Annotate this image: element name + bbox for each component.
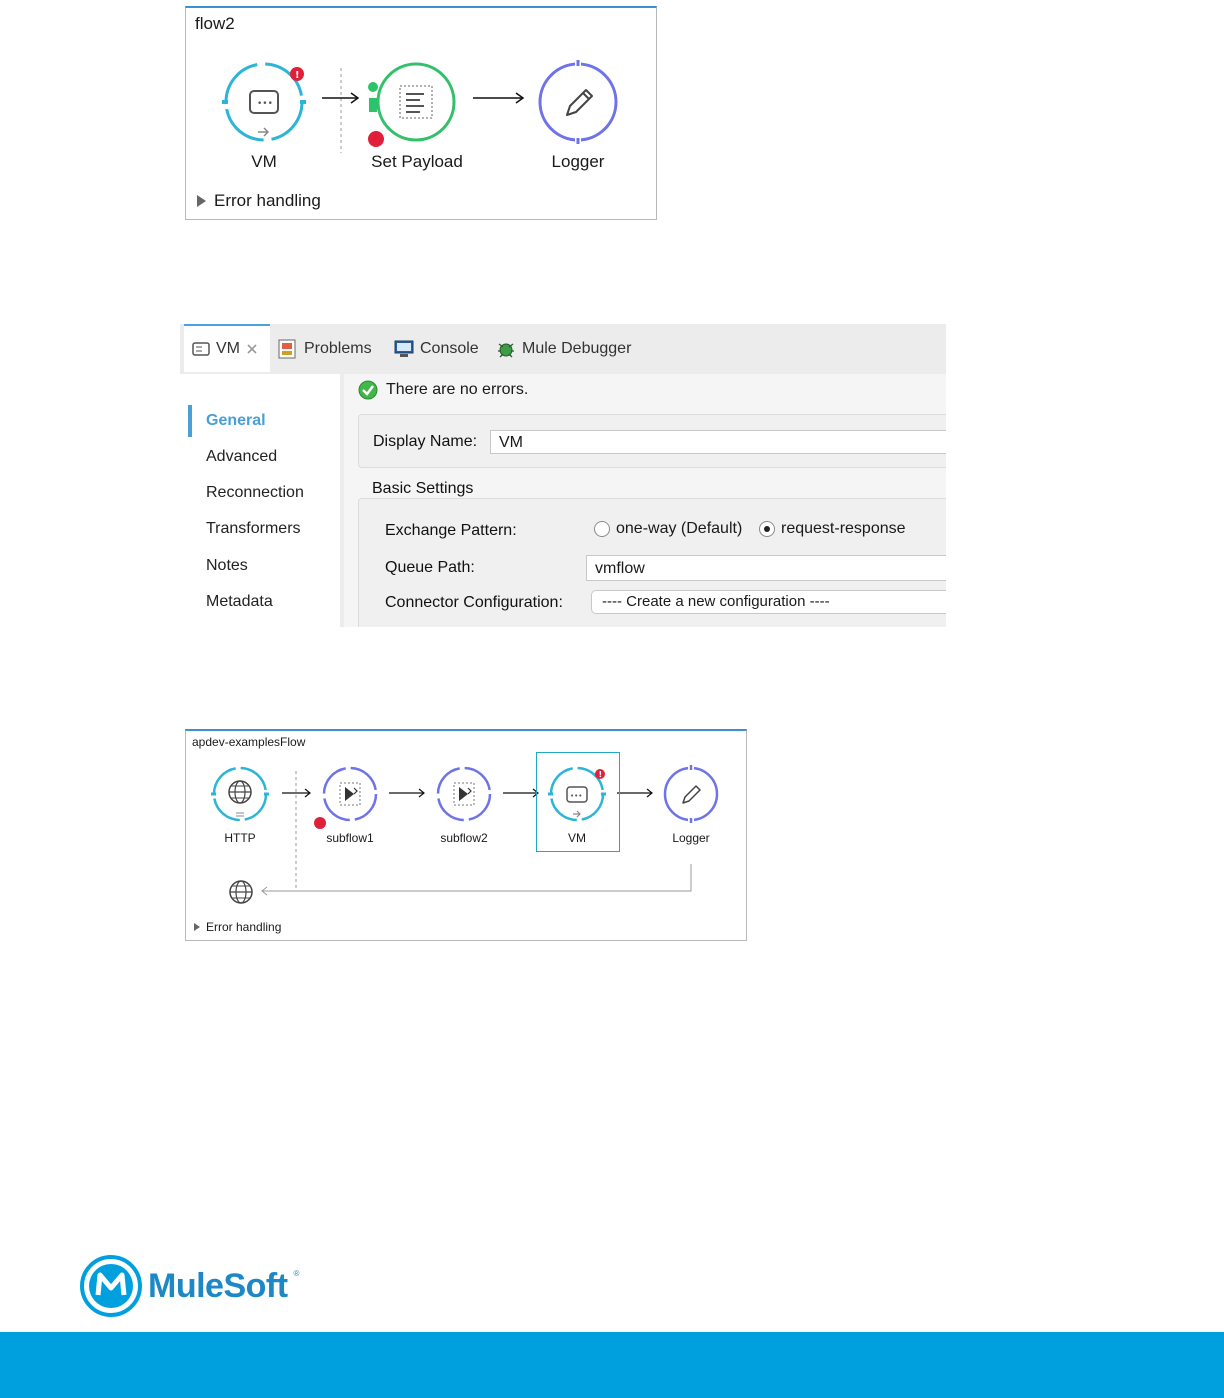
properties-sidenav	[180, 374, 344, 627]
vm-connector-icon	[548, 765, 606, 823]
flow-title: flow2	[195, 14, 235, 33]
node-label-set-payload: Set Payload	[371, 152, 463, 171]
nav-metadata[interactable]: Metadata	[206, 593, 273, 610]
logger-pencil-icon	[536, 60, 620, 144]
mulesoft-logo	[80, 1255, 299, 1317]
console-icon	[394, 340, 414, 358]
properties-panel	[180, 324, 946, 627]
nav-general[interactable]: General	[206, 412, 266, 429]
nav-transformers[interactable]: Transformers	[206, 520, 301, 537]
error-handling-toggle[interactable]	[194, 920, 281, 934]
tab-problems[interactable]	[278, 324, 372, 374]
basic-settings-heading: Basic Settings	[372, 480, 474, 497]
logger-node[interactable]	[662, 765, 720, 823]
flow-canvas-flow2	[185, 6, 657, 220]
expand-triangle-icon	[197, 195, 206, 207]
http-node[interactable]	[211, 765, 269, 823]
tab-mule-debugger[interactable]	[496, 324, 631, 374]
node-label-vm: VM	[251, 152, 277, 171]
queue-path-input[interactable]: vmflow	[586, 555, 946, 581]
bug-icon	[496, 339, 516, 359]
svg-text:•••: •••	[257, 99, 273, 109]
brand-name: MuleSoft	[148, 1266, 288, 1305]
mulesoft-m-icon	[80, 1255, 142, 1317]
flow-canvas-apdev-examplesflow	[185, 729, 747, 941]
return-path-line	[262, 864, 691, 895]
flow-title: apdev-examplesFlow	[192, 735, 306, 749]
tab-bar	[180, 324, 946, 375]
connector-config-select[interactable]: ---- Create a new configuration ----	[591, 590, 946, 614]
error-dot-icon	[367, 130, 385, 148]
nav-notes[interactable]: Notes	[206, 557, 248, 574]
vm-node[interactable]	[548, 765, 606, 823]
expand-triangle-icon	[194, 923, 200, 931]
nav-reconnection[interactable]: Reconnection	[206, 484, 304, 501]
active-indicator	[188, 405, 192, 437]
node-label-logger: Logger	[672, 831, 710, 845]
node-label-subflow2: subflow2	[440, 831, 488, 845]
vm-node[interactable]	[222, 60, 306, 144]
check-circle-icon	[358, 380, 378, 400]
flow-reference-icon	[321, 765, 379, 823]
svg-text:•••: •••	[570, 792, 583, 800]
form-area	[344, 374, 946, 627]
tab-label: Problems	[304, 340, 372, 357]
tab-vm[interactable]	[184, 324, 270, 372]
set-payload-icon	[374, 60, 458, 144]
node-label-vm: VM	[568, 831, 586, 845]
trademark-symbol: ®	[293, 1269, 300, 1278]
globe-icon	[211, 765, 269, 823]
queue-path-label: Queue Path:	[385, 559, 475, 576]
vm-connector-icon	[192, 342, 210, 356]
node-label-subflow1: subflow1	[326, 831, 374, 845]
status-message	[358, 380, 528, 400]
error-handling-label: Error handling	[214, 191, 321, 210]
flow-reference-icon	[435, 765, 493, 823]
tab-label: VM	[216, 340, 240, 357]
subflow1-node[interactable]	[321, 765, 379, 823]
status-text: There are no errors.	[386, 381, 529, 398]
footer-bar	[0, 1332, 1224, 1398]
nav-advanced[interactable]: Advanced	[206, 448, 278, 465]
svg-text:!: !	[295, 70, 300, 81]
connector-config-label: Connector Configuration:	[385, 594, 563, 611]
error-handling-toggle[interactable]	[197, 191, 321, 211]
radio-label: request-response	[781, 520, 906, 537]
node-label-logger: Logger	[551, 152, 605, 171]
svg-text:!: !	[598, 770, 603, 779]
error-handling-label: Error handling	[206, 920, 282, 934]
close-icon[interactable]	[246, 343, 258, 355]
display-name-input[interactable]: VM	[490, 430, 946, 454]
set-payload-node[interactable]	[374, 60, 458, 144]
problems-icon	[278, 339, 298, 359]
logger-node[interactable]	[536, 60, 620, 144]
tab-label: Console	[420, 340, 479, 357]
subflow2-node[interactable]	[435, 765, 493, 823]
globe-icon	[228, 879, 254, 905]
logger-pencil-icon	[662, 765, 720, 823]
tab-console[interactable]	[394, 324, 479, 374]
radio-label: one-way (Default)	[616, 520, 743, 537]
error-dot-icon	[313, 816, 327, 830]
vm-connector-icon	[222, 60, 306, 144]
radio-button[interactable]	[759, 521, 775, 537]
node-label-http: HTTP	[224, 831, 256, 845]
radio-one-way[interactable]	[594, 520, 742, 538]
breakpoint-marker-icon	[366, 80, 380, 120]
radio-button[interactable]	[594, 521, 610, 537]
exchange-pattern-label: Exchange Pattern:	[385, 522, 517, 539]
tab-label: Mule Debugger	[522, 340, 632, 357]
display-name-label: Display Name:	[373, 433, 478, 450]
radio-request-response[interactable]	[759, 520, 906, 538]
